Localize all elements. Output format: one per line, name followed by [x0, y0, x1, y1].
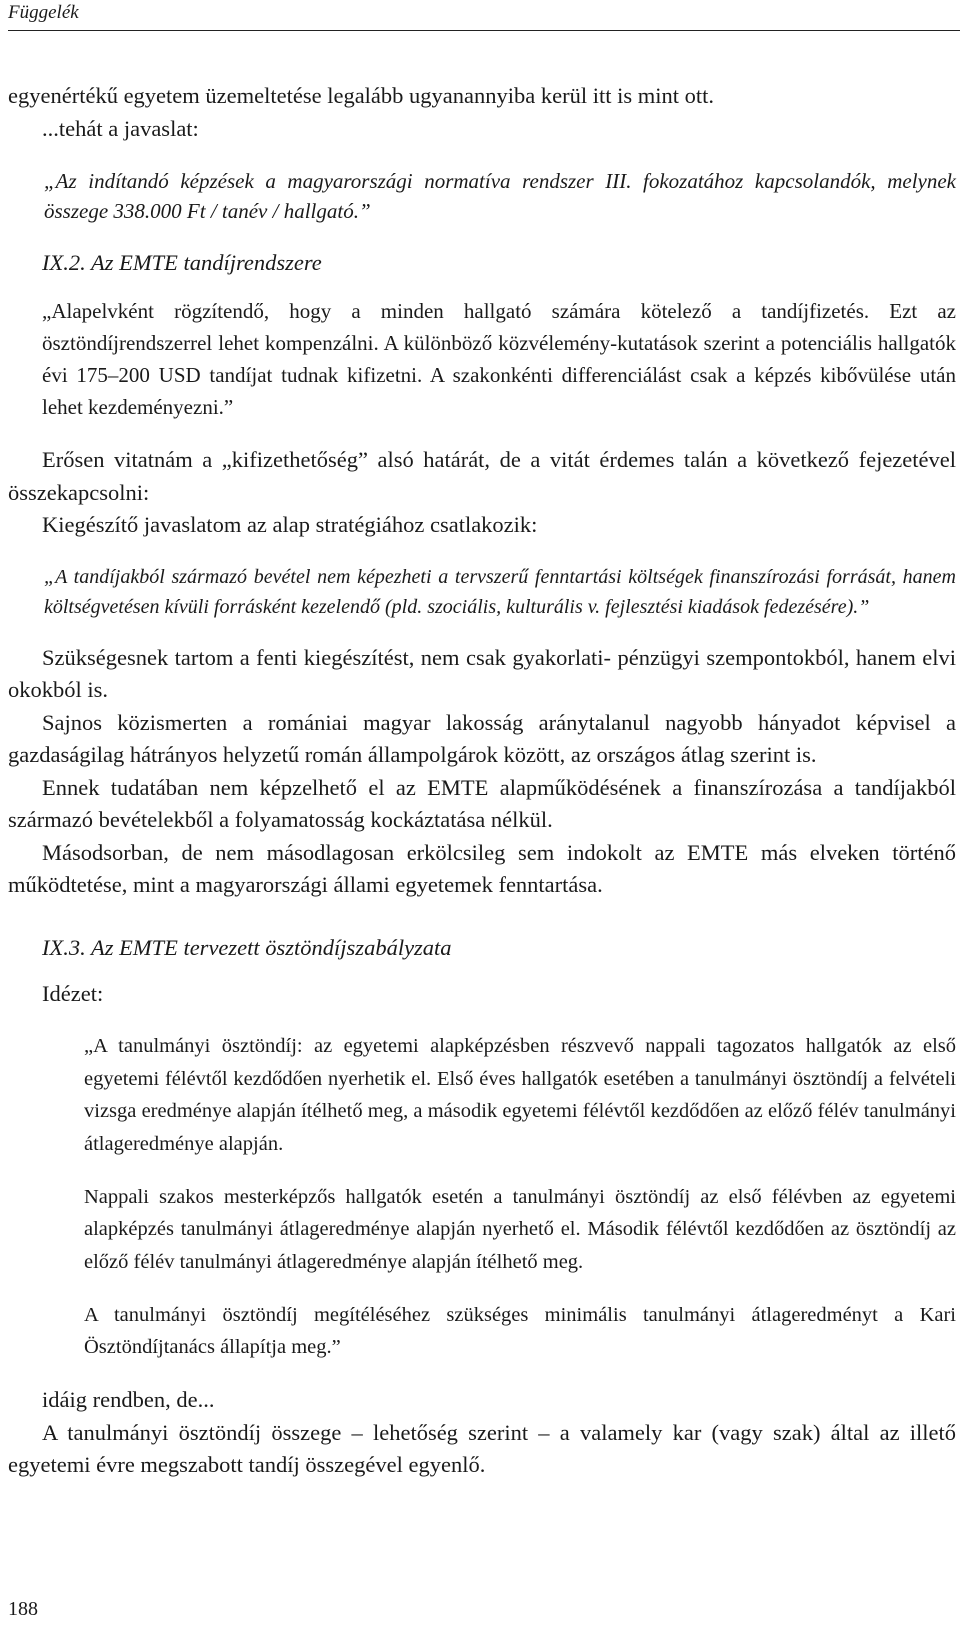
paragraph: Kiegészítő javaslatom az alap stratégiához csatlakozik:: [42, 512, 538, 537]
paragraph: Másodsorban, de nem másodlagosan erkölcsileg sem indokolt az EMTE más elveken történő működtetése, mint a magyarországi állami egyetemek fenntartása.: [8, 839, 956, 897]
paragraph: A tanulmányi ösztöndíj összege – lehetőség szerint – a valamely kar (vagy szak) által az illető egyetemi évre megszabott tandíj összegével egyenlő.: [8, 1419, 956, 1477]
quote-block: „Alapelvként rögzítendő, hogy a minden hallgató számára kötelező a tandíjfizetés. Ezt az ösztöndíjrendszerrel lehet kompenzálni. A különböző közvélemény-kutatások szerint a potenciális hallgatók évi 175–200 USD tandíjat tudnak kifizetni. A szakonkénti differenciálást csak a képzés kibővülése után lehet kezdeményezni.”: [42, 299, 956, 419]
page-body: [8, 80, 956, 1482]
paragraph: ...tehát a javaslat:: [42, 115, 199, 141]
running-header: Függelék: [8, 2, 79, 23]
section-title-ix2: IX.2. Az EMTE tandíjrendszere: [42, 250, 322, 275]
paragraph: Sajnos közismerten a romániai magyar lakosság aránytalanul nagyobb hányadot képvisel a gazdaságilag hátrányos helyzetű román állampolgárok között, az országos átlag szerint is.: [8, 709, 956, 767]
header-rule: [8, 30, 960, 31]
quote-block: „A tandíjakból származó bevétel nem képezheti a tervszerű fenntartási költségek finanszírozási forrását, hanem költségvetésen kívüli forrásként kezelendő (pld. szociális, kulturális v. fejlesztési kiadások fedezésére).”: [44, 565, 956, 618]
paragraph: Szükségesnek tartom a fenti kiegészítést, nem csak gyakorlati- pénzügyi szempontokból, hanem elvi okokból is.: [8, 644, 956, 702]
quote-block: „A tanulmányi ösztöndíj: az egyetemi alapképzésben részvevő nappali tagozatos hallgatók az első egyetemi félévtől kezdődően nyerhetik el. Első éves hallgatók esetében a tanulmányi ösztöndíj a felvételi vizsga eredménye alapján ítélhető meg, a második egyetemi félévtől kezdődően az előző félév tanulmányi átlageredménye alapján.: [84, 1035, 956, 1155]
section-title-ix3: IX.3. Az EMTE tervezett ösztöndíjszabályzata: [42, 934, 452, 960]
page-number: 188: [8, 1598, 38, 1620]
quote-label: Idézet:: [42, 980, 104, 1006]
quote-block: Nappali szakos mesterképzős hallgatók esetén a tanulmányi ösztöndíj az első félévben az egyetemi alapképzés tanulmányi átlageredménye alapján nyerhető el. Második félévtől kezdődően az ösztöndíj az előző félév tanulmányi átlageredménye alapján ítélhető meg.: [84, 1185, 956, 1273]
paragraph: idáig rendben, de...: [42, 1387, 215, 1412]
paragraph: Erősen vitatnám a „kifizethetőség” alsó határát, de a vitát érdemes talán a következő fejezetével összekapcsolni:: [8, 447, 956, 505]
quote-block: „Az indítandó képzések a magyarországi normatíva rendszer III. fokozatához kapcsolandók, melynek összege 338.000 Ft / tanév / hallgató.”: [44, 169, 956, 223]
paragraph: egyenértékű egyetem üzemeltetése legalább ugyanannyiba kerül itt is mint ott.: [8, 83, 715, 108]
quote-block: A tanulmányi ösztöndíj megítéléséhez szükséges minimális tanulmányi átlageredményt a Kari Ösztöndíjtanács állapítja meg.”: [84, 1303, 956, 1358]
paragraph: Ennek tudatában nem képzelhető el az EMTE alapműködésének a finanszírozása a tandíjakból származó bevételekből a folyamatosság kockáztatása nélkül.: [8, 774, 956, 832]
